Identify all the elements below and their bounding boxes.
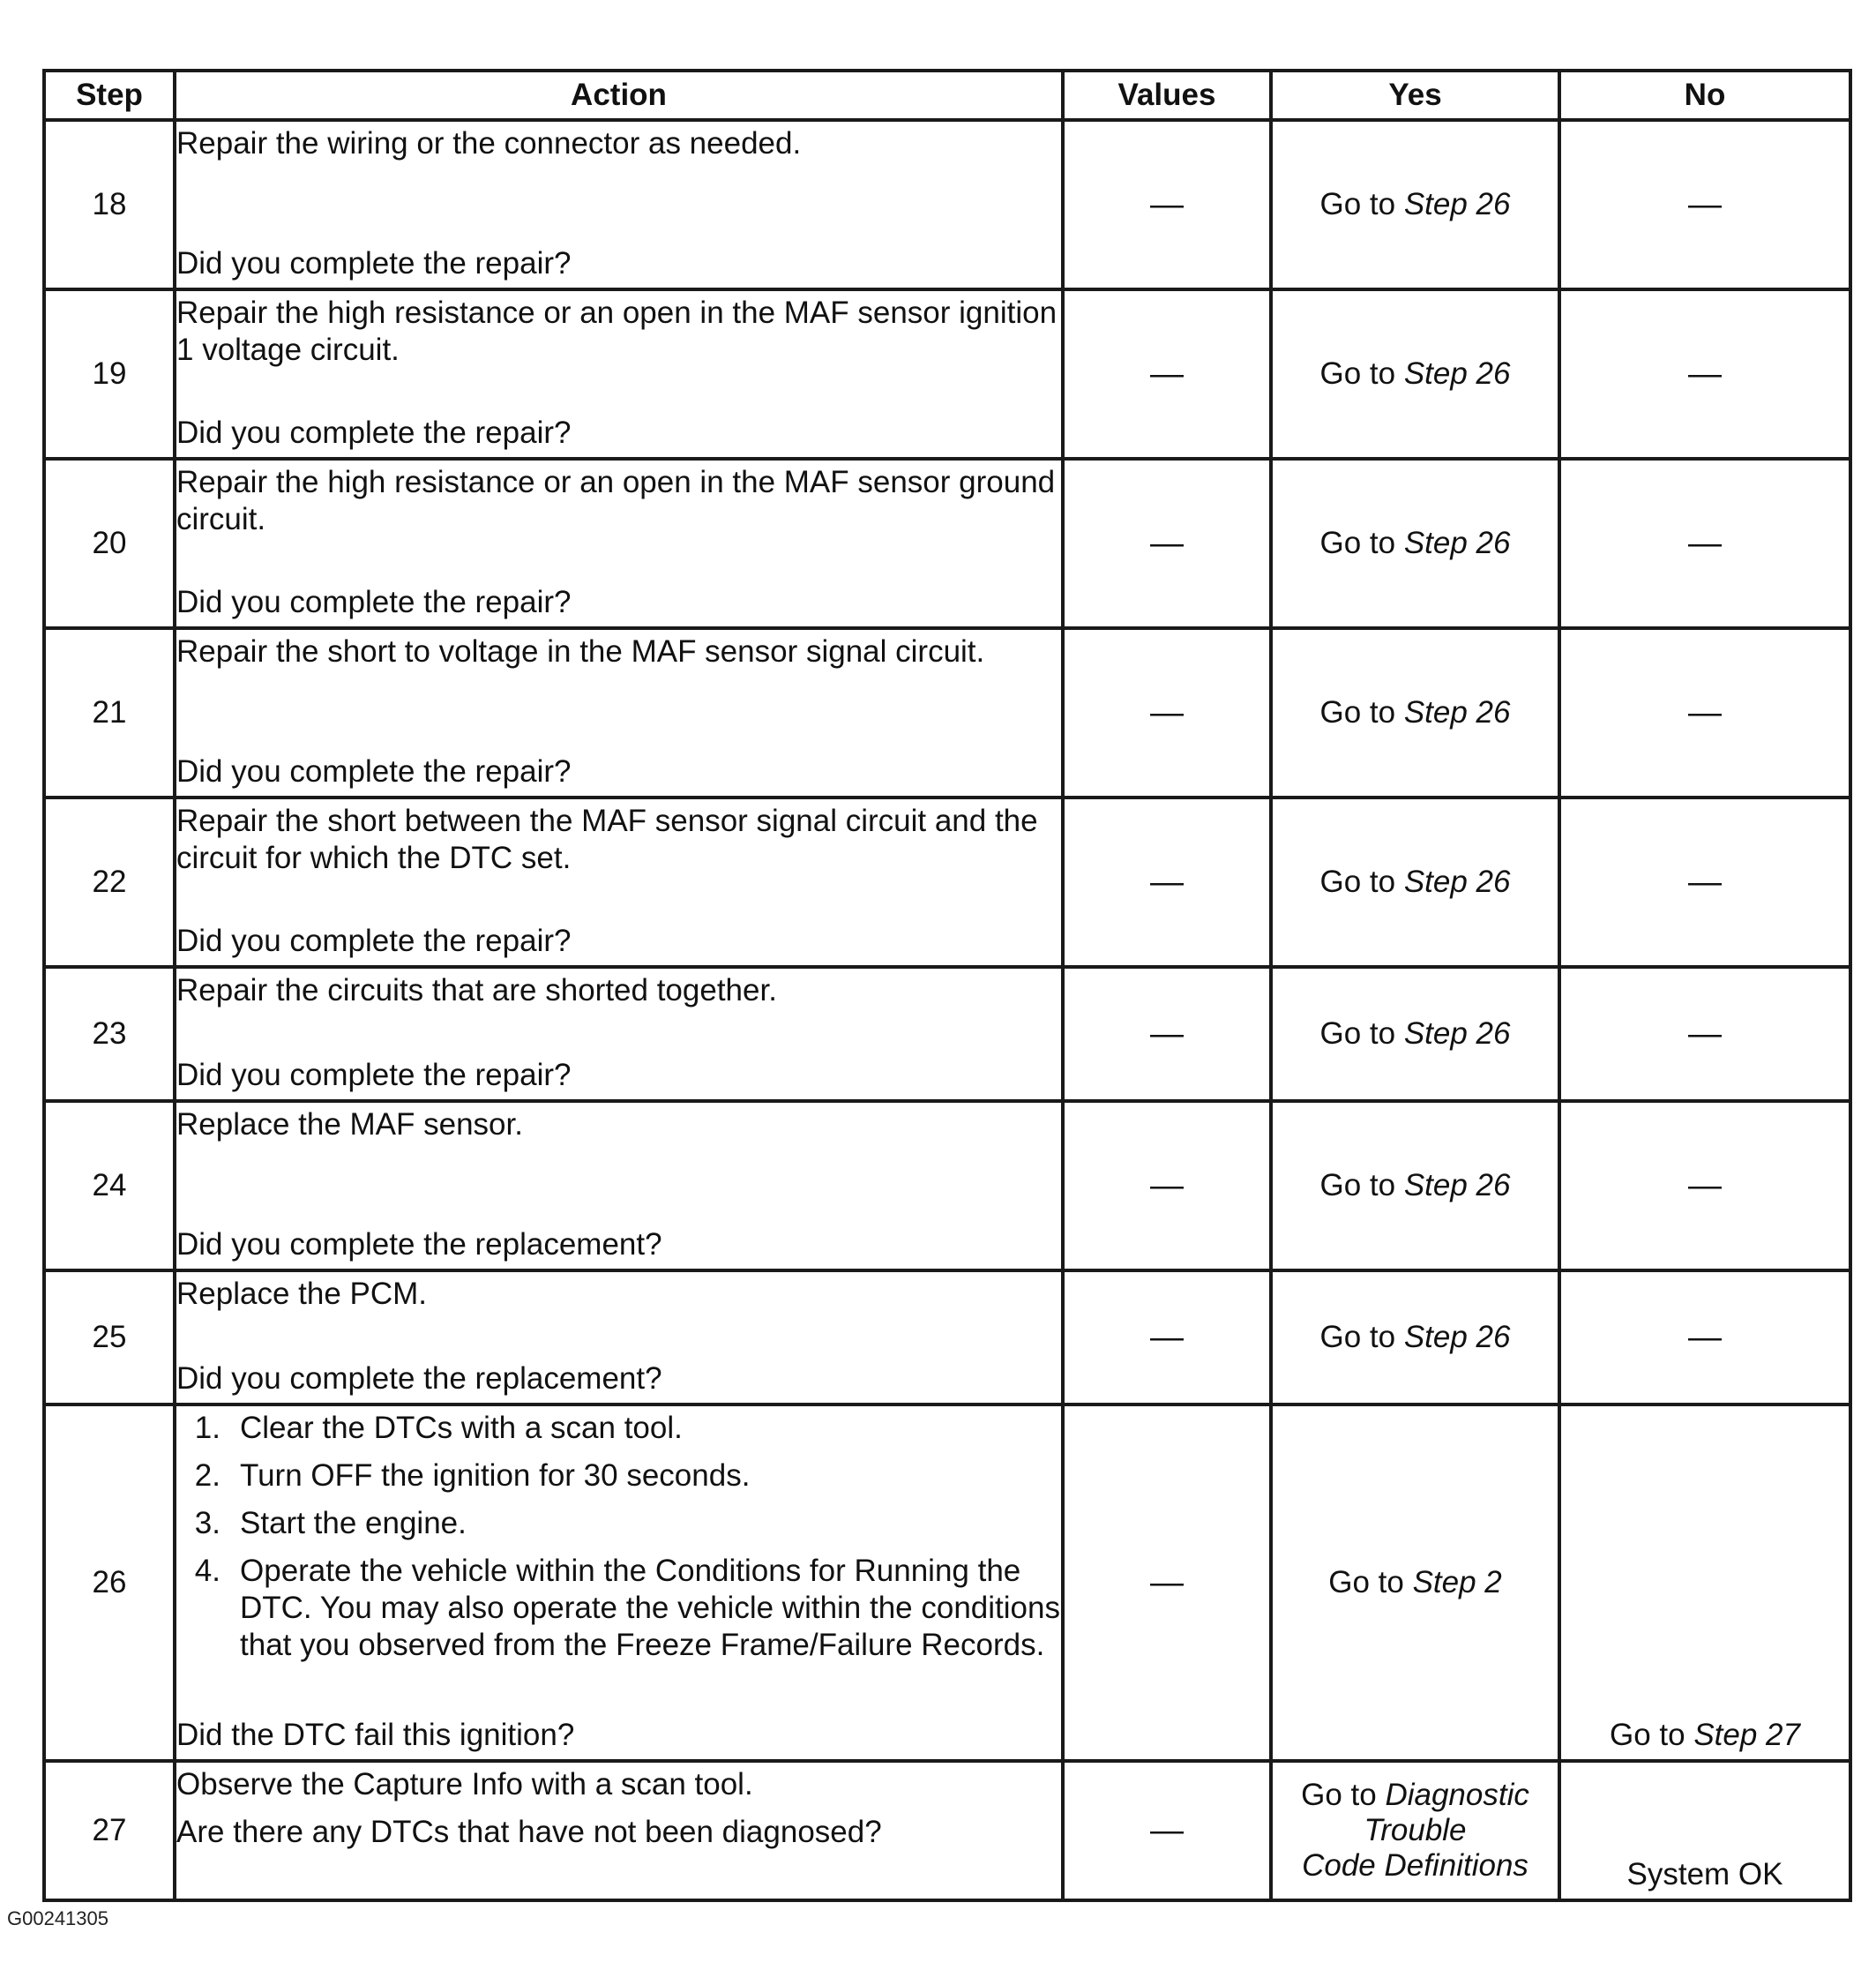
action-cell (175, 120, 1063, 289)
table-row (44, 1270, 1850, 1404)
step-number: 21 (44, 628, 175, 798)
action-text: Observe the Capture Info with a scan tool. (176, 1767, 753, 1801)
no-cell: — (1559, 289, 1850, 459)
yes-step-link: Step 26 (1403, 1016, 1511, 1051)
action-question: Did you complete the repair? (176, 585, 572, 619)
yes-link-line1: Diagnostic (1385, 1778, 1529, 1812)
yes-step-link: Step 26 (1403, 695, 1511, 730)
table-row (44, 628, 1850, 798)
values-cell: — (1063, 459, 1271, 628)
step-number: 25 (44, 1270, 175, 1404)
action-text: Repair the circuits that are shorted together. (176, 973, 777, 1007)
values-cell: — (1063, 967, 1271, 1101)
header-action: Action (175, 71, 1063, 120)
action-question: Did you complete the replacement? (176, 1361, 662, 1396)
yes-prefix: Go to (1319, 1320, 1404, 1354)
yes-link-line2: Trouble (1364, 1813, 1467, 1847)
table-row (44, 1761, 1850, 1900)
action-question: Did the DTC fail this ignition? (176, 1718, 575, 1752)
yes-cell (1271, 1270, 1559, 1404)
table-row (44, 967, 1850, 1101)
yes-step-link: Step 2 (1412, 1565, 1502, 1599)
yes-cell (1271, 1101, 1559, 1270)
values-cell: — (1063, 628, 1271, 798)
action-cell (175, 1270, 1063, 1404)
diagnostic-table (42, 69, 1852, 1902)
yes-prefix: Go to (1301, 1778, 1386, 1812)
yes-prefix: Go to (1328, 1565, 1413, 1599)
table-row (44, 1404, 1850, 1761)
yes-cell (1271, 628, 1559, 798)
action-cell (175, 628, 1063, 798)
list-item-number: 1. (194, 1411, 220, 1445)
values-cell: — (1063, 1761, 1271, 1900)
yes-prefix: Go to (1319, 526, 1404, 560)
yes-link-line3: Code Definitions (1302, 1848, 1528, 1883)
action-text: Replace the MAF sensor. (176, 1107, 523, 1142)
yes-prefix: Go to (1319, 187, 1404, 221)
step-number: 20 (44, 459, 175, 628)
action-question: Did you complete the repair? (176, 754, 572, 789)
values-cell: — (1063, 289, 1271, 459)
step-number: 23 (44, 967, 175, 1101)
no-cell: — (1559, 798, 1850, 967)
no-cell: — (1559, 1101, 1850, 1270)
yes-step-link: Step 26 (1403, 1320, 1511, 1354)
yes-step-link: Step 26 (1403, 187, 1511, 221)
list-item (194, 1505, 1061, 1542)
action-text: Repair the short between the MAF sensor signal circuit and the circuit for which the DTC set. (176, 804, 1038, 875)
yes-cell (1271, 289, 1559, 459)
action-cell (175, 1101, 1063, 1270)
action-text: Replace the PCM. (176, 1277, 428, 1311)
step-number: 18 (44, 120, 175, 289)
values-cell: — (1063, 1101, 1271, 1270)
action-question: Did you complete the repair? (176, 416, 572, 450)
action-cell (175, 1761, 1063, 1900)
yes-prefix: Go to (1319, 865, 1404, 899)
action-question: Are there any DTCs that have not been diagnosed? (176, 1815, 882, 1849)
step-number: 22 (44, 798, 175, 967)
action-question: Did you complete the repair? (176, 924, 572, 958)
no-cell: — (1559, 120, 1850, 289)
list-item (194, 1410, 1061, 1447)
yes-cell (1271, 967, 1559, 1101)
list-item (194, 1553, 1061, 1664)
header-values: Values (1063, 71, 1271, 120)
list-item-number: 3. (194, 1506, 220, 1540)
no-cell: System OK (1559, 1761, 1850, 1900)
step-number: 26 (44, 1404, 175, 1761)
yes-prefix: Go to (1319, 1016, 1404, 1051)
action-text: Repair the short to voltage in the MAF sensor signal circuit. (176, 634, 985, 669)
list-item-number: 2. (194, 1458, 220, 1493)
list-item-number: 4. (194, 1554, 220, 1588)
no-cell: — (1559, 1270, 1850, 1404)
table-row (44, 459, 1850, 628)
yes-cell (1271, 1404, 1559, 1761)
yes-prefix: Go to (1319, 356, 1404, 391)
action-cell (175, 289, 1063, 459)
table-row (44, 798, 1850, 967)
yes-cell (1271, 120, 1559, 289)
action-cell (175, 1404, 1063, 1761)
no-cell: — (1559, 967, 1850, 1101)
values-cell: — (1063, 1404, 1271, 1761)
list-item-text: Clear the DTCs with a scan tool. (240, 1411, 683, 1445)
values-cell: — (1063, 1270, 1271, 1404)
no-step-link: Step 27 (1693, 1718, 1800, 1752)
action-question: Did you complete the repair? (176, 246, 572, 281)
table-row (44, 1101, 1850, 1270)
table-row (44, 120, 1850, 289)
header-step: Step (44, 71, 175, 120)
action-question: Did you complete the replacement? (176, 1227, 662, 1262)
yes-step-link: Step 26 (1403, 526, 1511, 560)
step-number: 27 (44, 1761, 175, 1900)
values-cell: — (1063, 120, 1271, 289)
figure-id: G00241305 (7, 1907, 108, 1929)
action-question: Did you complete the repair? (176, 1058, 572, 1092)
action-cell (175, 459, 1063, 628)
yes-step-link: Step 26 (1403, 865, 1511, 899)
procedure-list (176, 1410, 1061, 1674)
header-yes: Yes (1271, 71, 1559, 120)
yes-prefix: Go to (1319, 1168, 1404, 1202)
values-cell: — (1063, 798, 1271, 967)
no-cell (1559, 1404, 1850, 1761)
yes-prefix: Go to (1319, 695, 1404, 730)
action-text: Repair the high resistance or an open in the MAF sensor ignition 1 voltage circuit. (176, 296, 1058, 367)
list-item-text: Start the engine. (240, 1506, 467, 1540)
list-item (194, 1457, 1061, 1494)
header-no: No (1559, 71, 1850, 120)
yes-step-link: Step 26 (1403, 1168, 1511, 1202)
action-text: Repair the high resistance or an open in the MAF sensor ground circuit. (176, 465, 1056, 536)
no-cell: — (1559, 628, 1850, 798)
yes-cell (1271, 459, 1559, 628)
list-item-text: Turn OFF the ignition for 30 seconds. (240, 1458, 751, 1493)
yes-cell (1271, 798, 1559, 967)
table-row (44, 289, 1850, 459)
no-cell: — (1559, 459, 1850, 628)
step-number: 24 (44, 1101, 175, 1270)
yes-cell (1271, 1761, 1559, 1900)
step-number: 19 (44, 289, 175, 459)
action-text: Repair the wiring or the connector as needed. (176, 126, 802, 161)
list-item-text: Operate the vehicle within the Conditions for Running the DTC. You may also operate the vehicle within the conditions that you observed from the Freeze Frame/Failure Records. (240, 1554, 1060, 1662)
action-cell (175, 798, 1063, 967)
yes-step-link: Step 26 (1403, 356, 1511, 391)
no-prefix: Go to (1610, 1718, 1694, 1752)
table-header-row (44, 71, 1850, 120)
action-cell (175, 967, 1063, 1101)
